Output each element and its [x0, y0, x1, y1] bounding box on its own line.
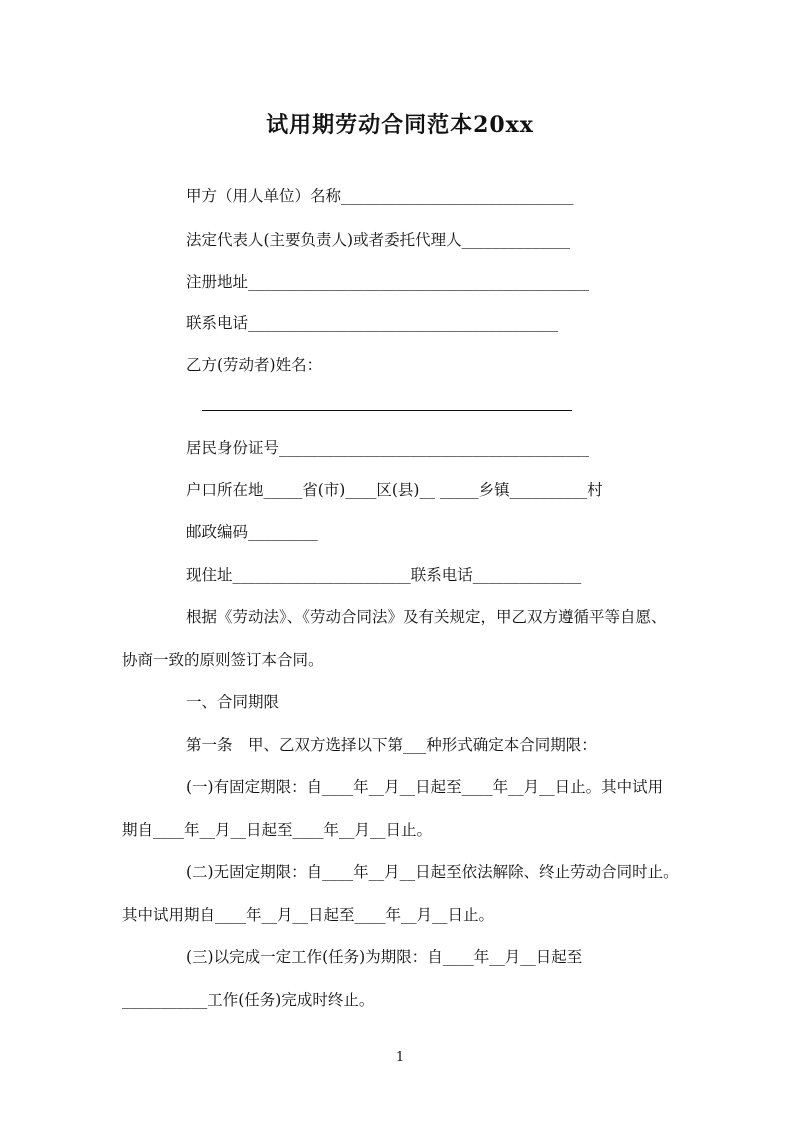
article-one-line: 第一条 甲、乙双方选择以下第___种形式确定本合同期限： [186, 736, 597, 754]
section-contract-term-heading: 一、合同期限 [186, 693, 280, 711]
open-term-line-1: (二)无固定期限：自____年__月__日起至依法解除、终止劳动合同时止。 [186, 863, 679, 881]
party-a-phone-line: 联系电话________________________________________ [186, 314, 559, 332]
task-term-line-1: (三)以完成一定工作(任务)为期限：自____年__月__日起至 [186, 948, 583, 966]
registered-address-line: 注册地址____________________________________________ [186, 273, 590, 291]
current-address-line: 现住址_______________________联系电话______________ [186, 566, 582, 584]
document-title: 试用期劳动合同范本20xx [266, 112, 534, 138]
open-term-line-2: 其中试用期自____年__月__日起至____年__月__日止。 [122, 906, 495, 924]
party-b-name-blank [202, 410, 572, 411]
basis-paragraph-line-1: 根据《劳动法》、《劳动合同法》及有关规定，甲乙双方遵循平等自愿、 [186, 608, 667, 626]
page-number: 1 [395, 1050, 405, 1065]
task-term-line-2: ___________工作(任务)完成时终止。 [122, 991, 375, 1009]
party-b-name-line: 乙方(劳动者)姓名： [186, 356, 323, 374]
legal-representative-line: 法定代表人(主要负责人)或者委托代理人______________ [186, 231, 571, 249]
fixed-term-line-2: 期自____年__月__日起至____年__月__日止。 [122, 821, 433, 839]
postal-code-line: 邮政编码_________ [186, 523, 318, 541]
id-number-line: 居民身份证号________________________________________ [186, 439, 590, 457]
party-a-name-line: 甲方（用人单位）名称______________________________ [186, 187, 574, 205]
household-registration-line: 户口所在地_____省(市)____区(县)__ _____乡镇__________村 [186, 481, 603, 499]
fixed-term-line-1: (一)有固定期限：自____年__月__日起至____年__月__日止。其中试用 [186, 778, 664, 796]
basis-paragraph-line-2: 协商一致的原则签订本合同。 [122, 651, 324, 669]
